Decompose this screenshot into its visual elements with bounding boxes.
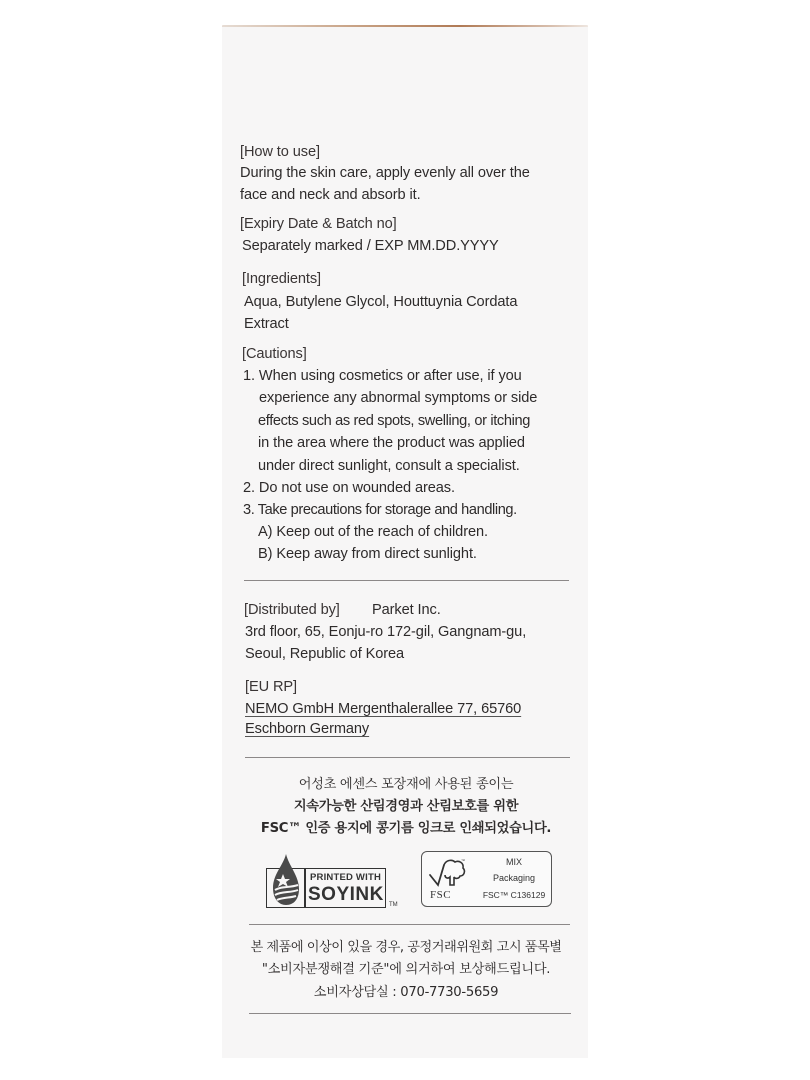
soyink-printed-with: PRINTED WITH (310, 872, 382, 883)
soyink-divider (304, 868, 306, 908)
expiry-value: Separately marked / EXP MM.DD.YYYY (242, 238, 499, 254)
fsc-tree-tm: ™ (461, 858, 465, 863)
divider (249, 1013, 571, 1014)
ingredients-line: Extract (244, 316, 289, 332)
eu-rp-line: Eschborn Germany (245, 721, 370, 737)
consumer-notice-line: "소비자분쟁해결 기준"에 의거하여 보상해드립니다. (261, 962, 551, 977)
soy-drop-icon (269, 852, 303, 908)
divider (244, 580, 569, 581)
consumer-notice-line: 본 제품에 이상이 있을 경우, 공정거래위원회 고시 품목별 (250, 940, 562, 955)
caution-line: in the area where the product was applied (258, 435, 525, 451)
fsc-notice-line: 어성초 에센스 포장재에 사용된 종이는 (298, 777, 514, 792)
soyink-logo (266, 852, 402, 912)
caution-line: B) Keep away from direct sunlight. (258, 546, 477, 562)
how-to-use-line: During the skin care, apply evenly all over the (240, 165, 530, 181)
distributor-name: Parket Inc. (372, 602, 441, 618)
soyink-brand: SOYINK (308, 884, 384, 905)
expiry-heading: [Expiry Date & Batch no] (240, 216, 397, 232)
caution-line: effects such as red spots, swelling, or itching (258, 413, 531, 429)
caution-line: 2. Do not use on wounded areas. (243, 480, 455, 496)
fsc-notice-line: FSC™ 인증 용지에 콩기름 잉크로 인쇄되었습니다. (260, 821, 552, 836)
caution-line: 3. Take precautions for storage and handling. (243, 502, 517, 518)
caution-line: experience any abnormal symptoms or side (259, 390, 538, 406)
divider (245, 757, 570, 758)
fsc-wordmark: FSC (430, 889, 452, 901)
fsc-license-code: FSC™ C136129 (482, 890, 546, 900)
fsc-logo (421, 851, 552, 907)
fsc-mix: MIX (505, 857, 522, 867)
distributor-heading: [Distributed by] (244, 602, 340, 618)
consumer-hotline: 소비자상담실 : 070-7730-5659 (313, 985, 499, 1000)
distributor-address-line: 3rd floor, 65, Eonju-ro 172-gil, Gangnam-gu, (245, 624, 527, 640)
ingredients-line: Aqua, Butylene Glycol, Houttuynia Cordata (244, 294, 518, 310)
divider (249, 924, 570, 925)
fsc-notice-line: 지속가능한 산림경영과 산림보호를 위한 (293, 799, 519, 814)
ingredients-heading: [Ingredients] (242, 271, 322, 287)
fsc-checktree-icon (428, 857, 468, 889)
caution-line: 1. When using cosmetics or after use, if you (243, 368, 522, 384)
eu-rp-line: NEMO GmbH Mergenthalerallee 77, 65760 (245, 701, 522, 717)
how-to-use-heading: [How to use] (240, 144, 320, 160)
distributor-address-line: Seoul, Republic of Korea (245, 646, 405, 662)
cautions-heading: [Cautions] (242, 346, 307, 362)
soyink-tm: TM (389, 902, 398, 908)
caution-line: under direct sunlight, consult a specialist. (258, 458, 520, 474)
how-to-use-line: face and neck and absorb it. (240, 187, 421, 203)
fsc-packaging: Packaging (492, 873, 536, 883)
caution-line: A) Keep out of the reach of children. (258, 524, 488, 540)
eu-rp-heading: [EU RP] (245, 679, 298, 695)
